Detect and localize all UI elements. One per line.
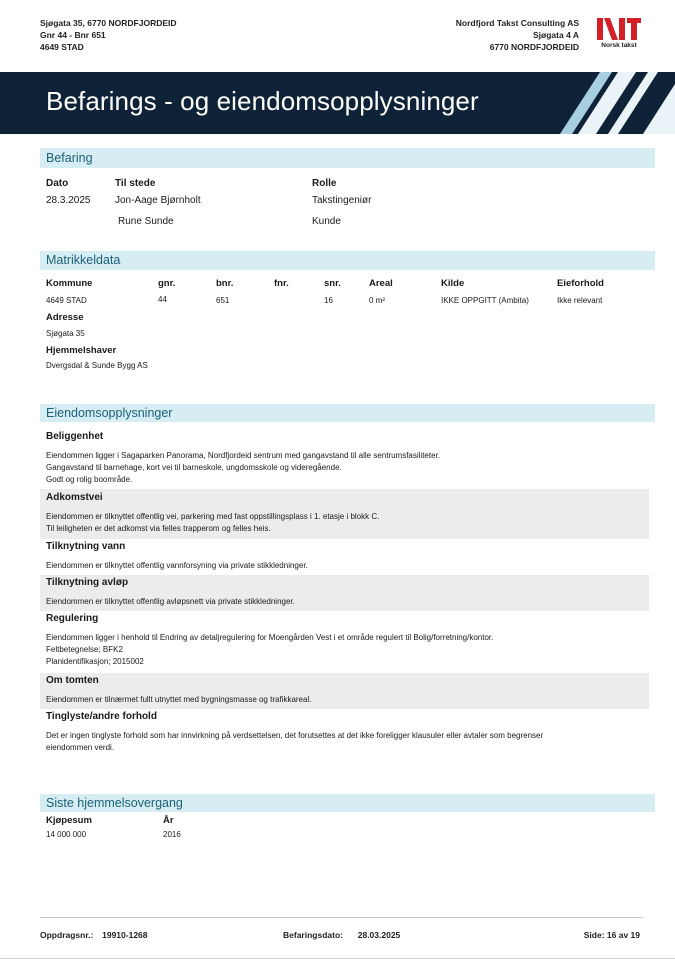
property-municipality: 4649 STAD: [40, 42, 84, 52]
eiendom-item-vann: [40, 540, 649, 574]
eiendom-item-regulering: [40, 612, 649, 672]
company-name: Nordfjord Takst Consulting AS: [455, 18, 579, 28]
company-address-block: [456, 17, 579, 53]
section-eiendomsopplysninger: Eiendomsopplysninger: [40, 404, 655, 422]
property-address: Sjøgata 35, 6770 NORDFJORDEID: [40, 18, 177, 28]
matrikkel-value: 4649 STAD: [46, 296, 87, 305]
befaring-role: Kunde: [312, 216, 341, 227]
befaring-person: Rune Sunde: [118, 216, 174, 227]
section-matrikkeldata: Matrikkeldata: [40, 251, 655, 270]
hjemmelshaver-value: Dvergsdal & Sunde Bygg AS: [46, 361, 148, 370]
eiendom-item-title: Tilknytning vann: [46, 541, 126, 552]
matrikkel-value: 44: [158, 295, 167, 304]
eiendom-item-text: Eiendommen ligger i Sagaparken Panorama, Nordfjordeid sentrum med gangavstand til alle sentrumsfasiliteter.: [46, 451, 440, 460]
section-siste-hjemmelsovergang: Siste hjemmelsovergang: [40, 794, 655, 812]
eiendom-item-text: eiendommen verdi.: [46, 743, 115, 753]
eiendom-item-title: Om tomten: [46, 675, 99, 686]
section-befaring: Befaring: [40, 148, 655, 168]
eiendom-item-text: Det er ingen tinglyste forhold som har innvirkning på verdsettelsen, det forutsettes at det ikke foreligger klausuler eller avtaler som begrenser: [46, 731, 544, 740]
eiendom-item-adkomstvei: [40, 489, 649, 539]
norsk-takst-logo: [597, 16, 641, 52]
befaring-dato: 28.3.2025: [46, 195, 91, 206]
befaring-col-rolle: Rolle: [312, 178, 337, 189]
matrikkel-header: bnr.: [216, 278, 234, 289]
footer-side-value: 16 av 19: [606, 930, 640, 940]
befaring-col-tilstede: Til stede: [115, 178, 156, 189]
matrikkel-header: snr.: [324, 278, 341, 289]
footer-divider: [40, 917, 643, 918]
matrikkel-value: 0 m²: [369, 296, 385, 305]
matrikkel-value: IKKE OPPGITT (Ambita): [441, 296, 529, 305]
befaring-person: Jon-Aage Bjørnholt: [115, 195, 201, 206]
eiendom-item-title: Adkomstvei: [46, 492, 103, 503]
matrikkel-value: 651: [216, 296, 230, 305]
footer-befaringsdato: [283, 930, 400, 940]
footer-befaringsdato-value: 28.03.2025: [357, 930, 401, 940]
matrikkel-header: Areal: [369, 278, 393, 289]
eiendom-item-text: Eiendommen ligger i henhold til Endring av detaljregulering for Moengården Vest i et område regulert til Bolig/forretning/kontor.: [46, 633, 494, 642]
eiendom-item-title: Regulering: [46, 613, 99, 624]
matrikkel-value: Ikke relevant: [557, 296, 603, 305]
norsk-takst-logo-icon: [597, 16, 641, 42]
matrikkel-header: Eieforhold: [557, 278, 604, 289]
eiendom-item-text: Eiendommen er tilknyttet offentlig avløpsnett via private stikkledninger.: [46, 597, 295, 606]
hjemmel-col-ar: År: [163, 815, 174, 826]
eiendom-item-text: Gangavstand til barnehage, kort vei til barneskole, ungdomsskole og videregående.: [46, 463, 342, 473]
eiendom-item-text: Eiendommen er tilknyttet offentlig vannforsyning via private stikkledninger.: [46, 561, 308, 570]
footer-oppdragsnr-label: Oppdragsnr.:: [40, 930, 94, 940]
eiendom-item-text: Feltbetegnelse; BFK2: [46, 645, 123, 655]
matrikkel-header: fnr.: [274, 278, 289, 289]
company-city: 6770 NORDFJORDEID: [489, 42, 579, 52]
page-title: Befarings - og eiendomsopplysninger: [46, 86, 479, 116]
eiendom-item-title: Beliggenhet: [46, 431, 104, 442]
company-street: Sjøgata 4 A: [533, 30, 579, 40]
eiendom-item-text: Godt og rolig boområde.: [46, 475, 133, 485]
eiendom-item-text: Planidentifikasjon; 2015002: [46, 657, 144, 667]
footer-side-label: Side:: [583, 930, 605, 940]
eiendom-item-title: Tinglyste/andre forhold: [46, 711, 157, 722]
footer-oppdragsnr: [40, 930, 148, 940]
footer-befaringsdato-label: Befaringsdato:: [283, 930, 343, 940]
eiendom-item-beliggenhet: [40, 430, 649, 488]
hjemmelshaver-label: Hjemmelshaver: [46, 345, 117, 356]
eiendom-item-text: Eiendommen er tilknyttet offentlig vei, parkering med fast oppstillingsplass i 1. etasje i blokk C.: [46, 512, 380, 521]
property-gnr-bnr: Gnr 44 - Bnr 651: [40, 30, 106, 40]
footer-side: [584, 930, 640, 940]
logo-label: Norsk takst: [601, 42, 637, 49]
hjemmel-ar: 2016: [163, 830, 181, 839]
title-banner: [0, 72, 675, 134]
befaring-col-dato: Dato: [46, 178, 69, 189]
eiendom-item-text: Eiendommen er tilnærmet fullt utnyttet med bygningsmasse og trafikkareal.: [46, 695, 312, 704]
eiendom-item-text: Til leiligheten er det adkomst via felles trapperom og felles heis.: [46, 524, 271, 534]
page-bottom-edge: [0, 958, 675, 959]
eiendom-item-tinglyste: [40, 710, 649, 760]
matrikkel-header: gnr.: [158, 278, 176, 289]
footer-oppdragsnr-value: 19910-1268: [102, 930, 148, 940]
befaring-role: Takstingeniør: [312, 195, 372, 206]
adresse-value: Sjøgata 35: [46, 329, 85, 338]
property-address-block: [40, 17, 177, 53]
eiendom-item-title: Tilknytning avløp: [46, 577, 129, 588]
eiendom-item-omtomten: [40, 673, 649, 709]
eiendom-item-avlop: [40, 575, 649, 611]
matrikkel-header: Kilde: [441, 278, 465, 289]
matrikkel-header: Kommune: [46, 278, 93, 289]
hjemmel-col-kjopesum: Kjøpesum: [46, 815, 92, 826]
matrikkel-value: 16: [324, 296, 333, 305]
adresse-label: Adresse: [46, 312, 84, 323]
hjemmel-kjopesum: 14 000 000: [46, 830, 87, 839]
